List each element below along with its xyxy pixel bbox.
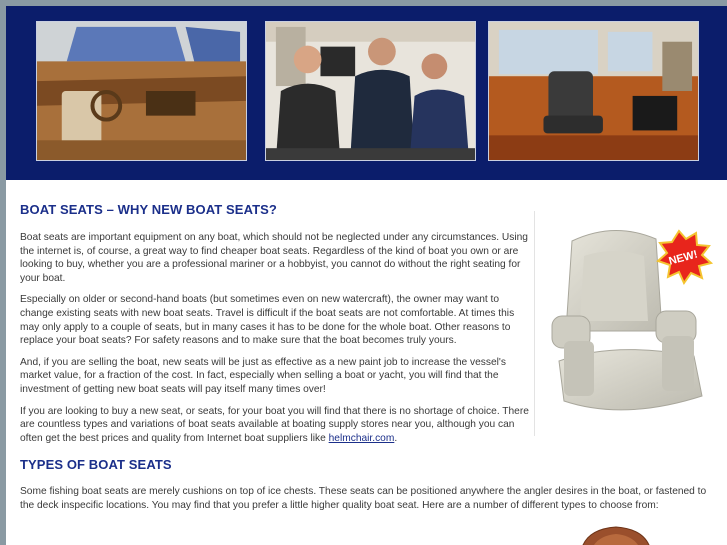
article	[20, 202, 707, 513]
article-heading: BOAT SEATS – WHY NEW BOAT SEATS?	[20, 202, 277, 217]
paragraph-1: Boat seats are important equipment on any boat, which should not be neglected under any circumstances. Using the internet is, of course, a great way to find cheaper boat seats. Regardless of the kind of boat you own or are looking to buy, whether you are a professional mariner or a hobbyist, you cannot do without the right seating for your boat.	[20, 232, 528, 284]
paragraph-3: And, if you are selling the boat, new seats will be just as effective as a new paint job to increase the vessel's market value, for a fraction of the cost. In fact, especially when selling a boat or yacht, you will find that the investment of getting new boat seats will pay itself many times over!	[20, 356, 506, 395]
banner-photo-cabin	[488, 21, 699, 161]
paragraph-4-end: .	[394, 432, 398, 444]
sidebar-divider	[534, 211, 535, 436]
banner-photo-crew	[265, 21, 476, 161]
helmchair-link[interactable]: helmchair.com	[328, 432, 395, 444]
new-badge	[658, 231, 711, 283]
paragraph-2: Especially on older or second-hand boats (but sometimes even on new watercraft), the owner may want to change existing seats with new boat seats. Travel is difficult if the boat seats are not comfortable. At times this may only apply to a couple of seats, but in many cases it has to be done for the whole boat. Other reasons to replace your boat seats? For safety reasons and to make sure that the boat becomes truly yours.	[20, 294, 515, 347]
new-badge-text: NEW!	[667, 248, 699, 268]
page	[6, 6, 727, 545]
paragraph-4-text: If you are looking to buy a new seat, or seats, for your boat you will find that there is no shortage of choice. There are countless types and variations of boat seats available at boating supply stores near you, although you can often get the best prices and quality from Internet boat suppliers like	[20, 405, 529, 444]
boat-seat-image	[544, 221, 714, 431]
header-banner	[6, 6, 727, 180]
paragraph-5: Some fishing boat seats are merely cushions on top of ice chests. These seats can be positioned anywhere the angler desires in the boat, or fastened to the deck inspecific locations. You may find that you prefer a little higher quality boat seat. Here are a number of different types to choose from:	[20, 486, 707, 511]
types-heading: TYPES OF BOAT SEATS	[20, 457, 172, 473]
banner-photo-helm	[36, 21, 247, 161]
paragraph-4	[20, 405, 533, 446]
boat-seat-image-2	[576, 524, 656, 545]
